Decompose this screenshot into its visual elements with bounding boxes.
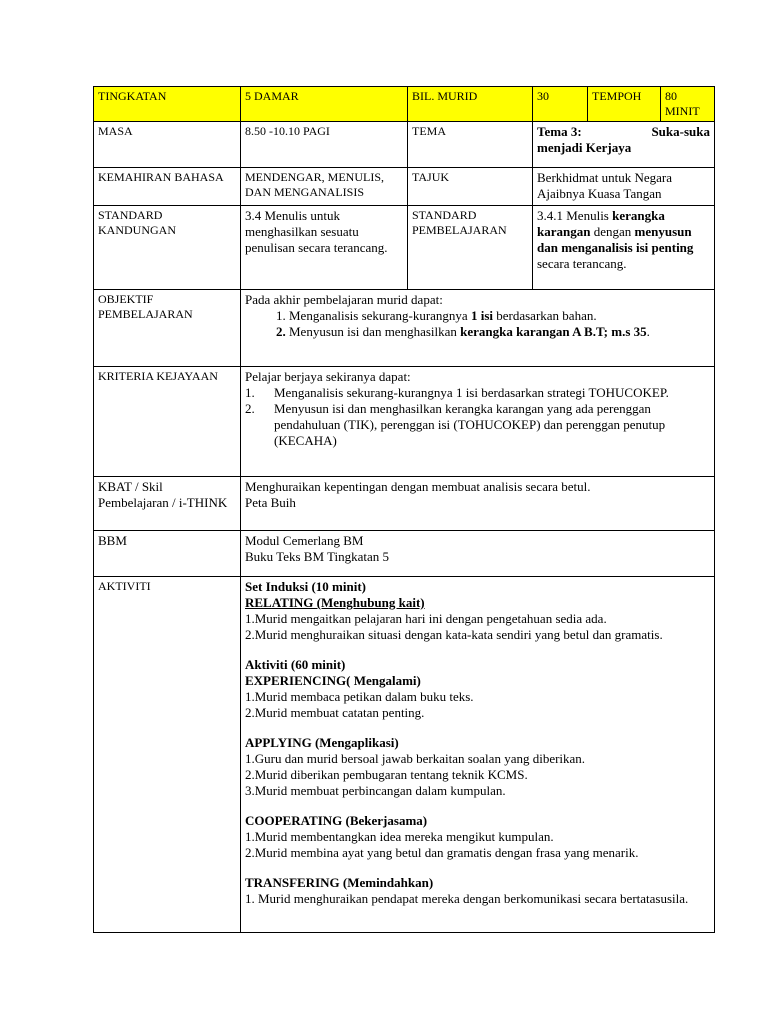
kriteria-intro: Pelajar berjaya sekiranya dapat: — [245, 369, 411, 384]
list-item: 2.Murid membina ayat yang betul dan gramatis dengan frasa yang menarik. — [245, 845, 639, 860]
standard-kandungan-label: STANDARD KANDUNGAN — [94, 206, 241, 290]
list-item: 1. Menganalisis sekurang-kurangnya 1 isi berdasarkan strategi TOHUCOKEP. — [245, 385, 669, 400]
list-item: 1.Murid membentangkan idea mereka mengikut kumpulan. — [245, 829, 554, 844]
objektif-intro: Pada akhir pembelajaran murid dapat: — [245, 292, 443, 307]
tingkatan-value: 5 DAMAR — [241, 87, 408, 122]
objektif-list — [245, 308, 710, 340]
list-item: 3.Murid membuat perbincangan dalam kumpulan. — [245, 783, 506, 798]
kemahiran-row — [94, 168, 715, 206]
tema-value — [533, 122, 715, 168]
kriteria-content — [241, 367, 715, 477]
masa-row — [94, 122, 715, 168]
tema-label: TEMA — [408, 122, 533, 168]
aktiviti-content — [241, 577, 715, 933]
list-item: 2.Murid menghuraikan situasi dengan kata-kata sendiri yang betul dan gramatis. — [245, 627, 663, 642]
kriteria-label: KRITERIA KEJAYAAN — [94, 367, 241, 477]
applying-title: APPLYING (Mengaplikasi) — [245, 735, 399, 750]
lesson-plan-table — [93, 86, 715, 933]
tema-title-a: Suka-suka — [651, 124, 710, 139]
aktiviti-label: AKTIVITI — [94, 577, 241, 933]
relating-title: RELATING (Menghubung kait) — [245, 595, 425, 610]
tempoh-value: 80 MINIT — [661, 87, 715, 122]
cooperating-title: COOPERATING (Bekerjasama) — [245, 813, 428, 828]
transfering-title: TRANSFERING (Memindahkan) — [245, 875, 434, 890]
experiencing-title: EXPERIENCING( Mengalami) — [245, 673, 421, 688]
kriteria-row — [94, 367, 715, 477]
set-induksi-title: Set Induksi (10 minit) — [245, 579, 366, 594]
bil-murid-value: 30 — [533, 87, 588, 122]
list-item: 2.Murid diberikan pembugaran tentang teknik KCMS. — [245, 767, 528, 782]
list-item: 2. Menyusun isi dan menghasilkan kerangka karangan yang ada perenggan pendahuluan (TIK), perenggan isi (TOHUCOKEP) dan perenggan penutup (KECAHA) — [245, 401, 666, 448]
list-item: 1.Murid mengaitkan pelajaran hari ini dengan pengetahuan sedia ada. — [245, 611, 607, 626]
kemahiran-value: MENDENGAR, MENULIS, DAN MENGANALISIS — [241, 168, 408, 206]
objektif-label: OBJEKTIF PEMBELAJARAN — [94, 290, 241, 367]
list-item: 2. Menyusun isi dan menghasilkan kerangka karangan A B.T; m.s 35. — [289, 324, 710, 340]
list-item: 1.Guru dan murid bersoal jawab berkaitan soalan yang diberikan. — [245, 751, 586, 766]
bil-murid-label: BIL. MURID — [408, 87, 533, 122]
list-item: 1.Murid membaca petikan dalam buku teks. — [245, 689, 474, 704]
tajuk-value: Berkhidmat untuk Negara Ajaibnya Kuasa Tangan — [533, 168, 715, 206]
kbat-content: Menghuraikan kepentingan dengan membuat analisis secara betul. Peta Buih — [241, 477, 715, 531]
kriteria-list — [245, 385, 710, 449]
tempoh-label: TEMPOH — [588, 87, 661, 122]
masa-value: 8.50 -10.10 PAGI — [241, 122, 408, 168]
standard-pembelajaran-value: 3.4.1 Menulis kerangka karangan dengan menyusun dan menganalisis isi penting secara terancang. — [533, 206, 715, 290]
tajuk-label: TAJUK — [408, 168, 533, 206]
bbm-content: Modul Cemerlang BM Buku Teks BM Tingkatan 5 — [241, 531, 715, 577]
standard-row — [94, 206, 715, 290]
list-item: 2.Murid membuat catatan penting. — [245, 705, 425, 720]
kbat-label: KBAT / Skil Pembelajaran / i-THINK — [94, 477, 241, 531]
list-item: 1. Menganalisis sekurang-kurangnya 1 isi berdasarkan bahan. — [289, 308, 710, 324]
bbm-label: BBM — [94, 531, 241, 577]
aktiviti-title: Aktiviti (60 minit) — [245, 657, 346, 672]
aktiviti-row — [94, 577, 715, 933]
masa-label: MASA — [94, 122, 241, 168]
list-item: 1. Murid menghuraikan pendapat mereka dengan berkomunikasi secara bertatasusila. — [245, 891, 689, 906]
kemahiran-label: KEMAHIRAN BAHASA — [94, 168, 241, 206]
tema-number: Tema 3: — [537, 124, 582, 139]
tema-title-b: menjadi Kerjaya — [537, 140, 632, 155]
objektif-content — [241, 290, 715, 367]
tingkatan-label: TINGKATAN — [94, 87, 241, 122]
bbm-row — [94, 531, 715, 577]
standard-pembelajaran-label: STANDARD PEMBELAJARAN — [408, 206, 533, 290]
standard-kandungan-value: 3.4 Menulis untuk menghasilkan sesuatu penulisan secara terancang. — [241, 206, 408, 290]
kbat-row — [94, 477, 715, 531]
objektif-row — [94, 290, 715, 367]
header-row — [94, 87, 715, 122]
